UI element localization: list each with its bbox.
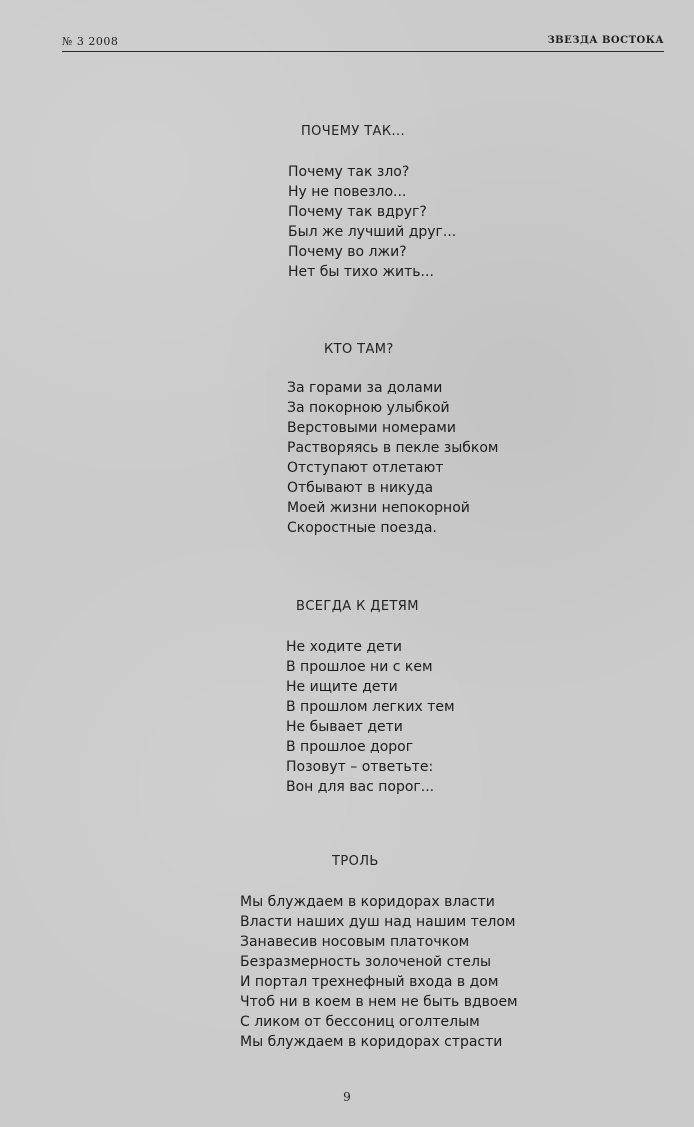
poem-line: В прошлом легких тем: [286, 699, 455, 715]
poem-line: Мы блуждаем в коридорах страсти: [240, 1034, 503, 1050]
poem-line: Мы блуждаем в коридорах власти: [240, 894, 495, 910]
poem-line: Вон для вас порог...: [286, 779, 435, 795]
poem-line: Скоростные поезда.: [287, 520, 437, 536]
poem-line: Почему так зло?: [288, 164, 410, 180]
poem-title: КТО ТАМ?: [324, 342, 394, 357]
poem-line: Нет бы тихо жить...: [288, 264, 434, 280]
page-header: [62, 35, 664, 52]
page-number: 9: [343, 1090, 351, 1104]
poem-line: За покорною улыбкой: [287, 400, 450, 416]
poem-line: Почему во лжи?: [288, 244, 407, 260]
poem-line: Верстовыми номерами: [287, 420, 456, 436]
poem-line: В прошлое ни с кем: [286, 659, 433, 675]
poem-line: Чтоб ни в коем в нем не быть вдвоем: [240, 994, 518, 1010]
poem-line: Не ходите дети: [286, 639, 402, 655]
poem-title: ВСЕГДА К ДЕТЯМ: [296, 599, 419, 614]
poem-line: И портал трехнефный входа в дом: [240, 974, 499, 990]
poem-line: Не бывает дети: [286, 719, 403, 735]
poem-lines: [286, 637, 455, 797]
poem-line: Отступают отлетают: [287, 460, 444, 476]
poem-title: ТРОЛЬ: [332, 854, 379, 869]
poem-lines: [240, 892, 518, 1052]
poem-line: Растворяясь в пекле зыбком: [287, 440, 499, 456]
poem-line: В прошлое дорог: [286, 739, 414, 755]
poem-line: Ну не повезло...: [288, 184, 407, 200]
poem-line: Позовут – ответьте:: [286, 759, 434, 775]
issue-label: № 3 2008: [62, 35, 119, 48]
poem-line: Занавесив носовым платочком: [240, 934, 470, 950]
poem-line: Почему так вдруг?: [288, 204, 427, 220]
poem-line: Не ищите дети: [286, 679, 398, 695]
poem-line: Власти наших душ над нашим телом: [240, 914, 516, 930]
poem-line: С ликом от бессониц оголтелым: [240, 1014, 480, 1030]
poem-line: За горами за долами: [287, 380, 443, 396]
poem-line: Отбывают в никуда: [287, 480, 434, 496]
journal-title: ЗВЕЗДА ВОСТОКА: [547, 35, 664, 46]
poem-lines: [287, 378, 498, 538]
poem-lines: [288, 162, 456, 282]
poem-line: Моей жизни непокорной: [287, 500, 470, 516]
poem-title: ПОЧЕМУ ТАК...: [301, 124, 406, 139]
poem-line: Безразмерность золоченой стелы: [240, 954, 492, 970]
poem-line: Был же лучший друг...: [288, 224, 457, 240]
